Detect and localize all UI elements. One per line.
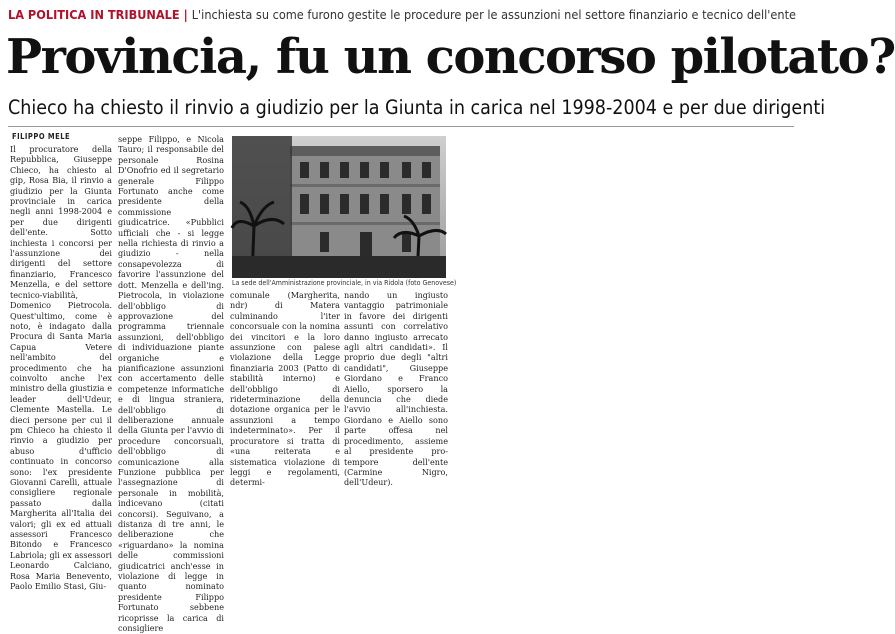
- article-column-3: comunale (Margherita, ndr) di Matera culminando l'iter concorsuale con la nomina dei vincitori e la loro assunzione con palese violazione della Legge finanziaria 2003 (Patto di stabilità interno) e dell'obbligo di rideterminazione della dotazione organica per le assunzioni a tempo indeterminato». Per il procuratore si tratta di «una reiterata e sistematica violazione di leggi e regolamenti, determi-: [230, 290, 340, 488]
- article-column-4: nando un ingiusto vantaggio patrimoniale in favore dei dirigenti assunti con correlativo danno ingiusto arrecato agli altri candidati». Il proprio due degli "altri candidati", Giuseppe Giordano e Franco Aiello, sporsero la denuncia che diede l'avvio all'inchiesta. Giordano e Aiello sono parte offesa nel procedimento, assieme al presidente pro-tempore dell'ente (Carmine Nigro, dell'Udeur).: [344, 290, 448, 488]
- headline: Provincia, fu un concorso pilotato?: [6, 29, 895, 85]
- photo-caption: La sede dell'Amministrazione provinciale, in via Ridola (foto Genovese): [232, 279, 457, 287]
- building-photo: [232, 136, 446, 278]
- byline: FILIPPO MELE: [12, 132, 71, 141]
- photo-illustration: [232, 136, 446, 278]
- divider: [8, 126, 794, 127]
- subheadline: Chieco ha chiesto il rinvio a giudizio per la Giunta in carica nel 1998-2004 e per due dirigenti: [8, 96, 826, 119]
- kicker-text: L'inchiesta su come furono gestite le procedure per le assunzioni nel settore finanziario e tecnico dell'ente: [191, 7, 796, 22]
- article-column-2: seppe Filippo, e Nicola Tauro; il responsabile del personale Rosina D'Onofrio ed il segretario generale Filippo Fortunato anche come presidente della commissione giudicatrice. «Pubblici ufficiali che - si legge nella richiesta di rinvio a giudizio - nella consapevolezza di favorire l'assunzione del dott. Menzella e dell'ing. Pietrocola, in violazione dell'obbligo di approvazione del programma triennale assunzioni, dell'obbligo di individuazione piante organiche e pianificazione assunzioni con accertamento delle competenze informatiche e di lingua straniera, dell'obbligo di deliberazione annuale della Giunta per l'avvio di procedure concorsuali, dell'obbligo di comunicazione alla Funzione pubblica per l'assegnazione di personale in mobilità, indicevano (citati concorsi). Seguivano, a distanza di tre anni, le deliberazione che «riguardano» la nomina delle commissioni giudicatrici anch'esse in violazione di legge in quanto nominato presidente Filippo Fortunato sebbene ricoprisse la carica di consigliere: [118, 134, 224, 634]
- kicker-separator: |: [183, 7, 188, 22]
- kicker: [8, 6, 798, 24]
- section-label: LA POLITICA IN TRIBUNALE: [8, 7, 180, 22]
- article-column-1: Il procuratore della Repubblica, Giuseppe Chieco, ha chiesto al gip, Rosa Bia, il rinvio a giudizio per la Giunta provinciale in carica negli anni 1998-2004 e per due dirigenti dell'ente. Sotto inchiesta i concorsi per l'assunzione dei dirigenti del settore finanziario, Francesco Menzella, e del settore tecnico-viabilità, Domenico Pietrocola. Quest'ultimo, come è noto, è indagato dalla Procura di Santa Maria Capua Vetere nell'ambito del procedimento che ha coinvolto anche l'ex ministro della giustizia e leader dell'Udeur, Clemente Mastella. Le dieci persone per cui il pm Chieco ha chiesto il rinvio a giudizio per abuso d'ufficio continuato in concorso sono: l'ex presidente Giovanni Carelli, attuale consigliere regionale passato dalla Margherita all'Italia dei valori; gli ex ed attuali assessori Francesco Bitondo e Francesco Labriola; gli ex assessori Leonardo Calciano, Rosa Maria Benevento, Paolo Emilio Stasi, Giu-: [10, 144, 112, 592]
